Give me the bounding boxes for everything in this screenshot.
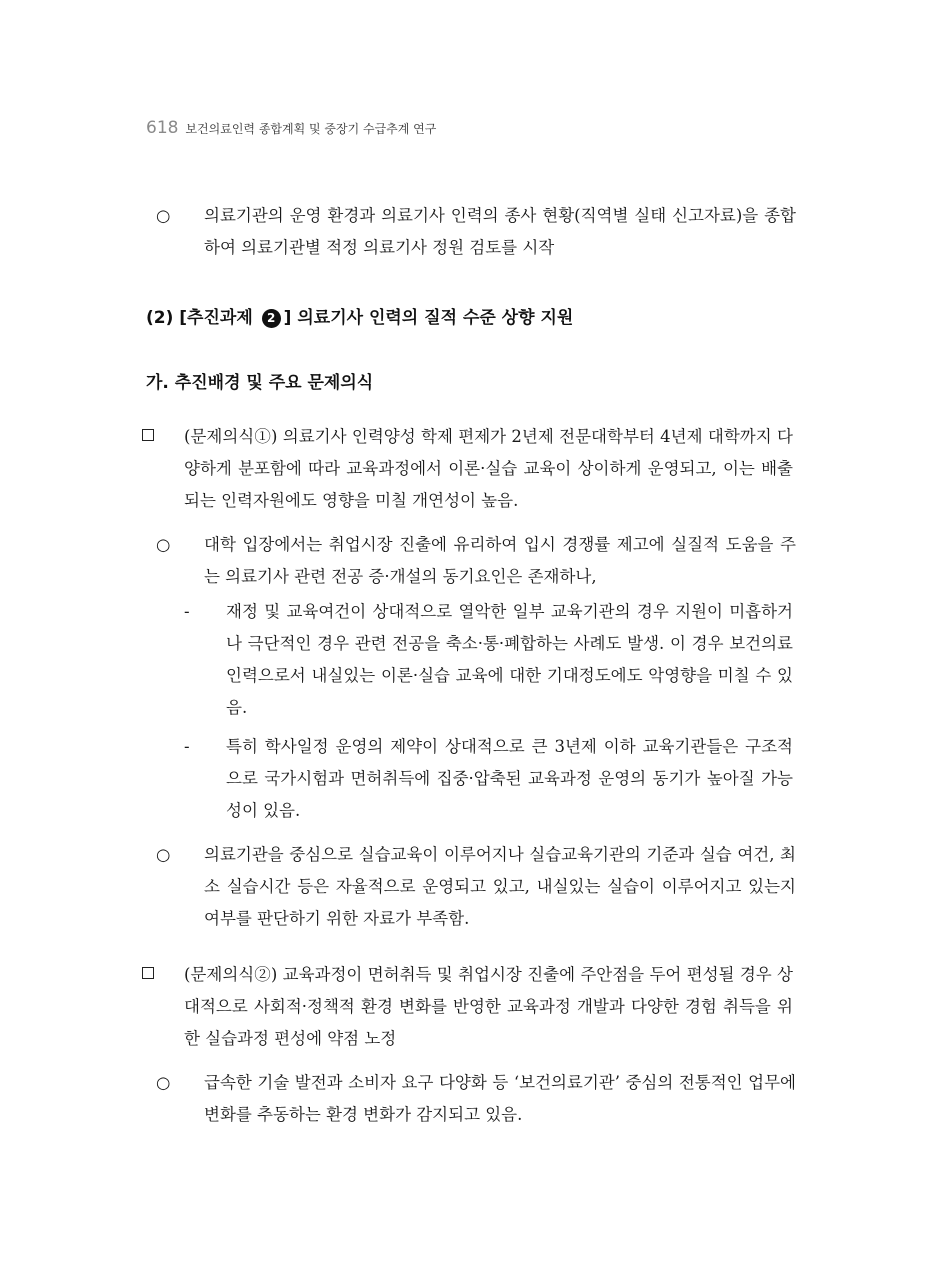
circle-marker: ○ [156, 845, 171, 864]
issue1-bullet [163, 421, 793, 517]
issue1-point2 [156, 839, 796, 935]
issue1-dash2-text: 특히 학사일정 운영의 제약이 상대적으로 큰 3년제 이하 교육기관들은 구조적으로 국가시험과 면허취득에 집중·압축된 교육과정 운영의 동기가 높아질 가능성이 있음. [226, 737, 793, 820]
box-marker [163, 421, 184, 453]
issue1-point1-text: 대학 입장에서는 취업시장 진출에 유리하여 입시 경쟁률 제고에 실질적 도움을 주는 의료기사 관련 전공 증·개설의 동기요인은 존재하나, [204, 535, 796, 586]
issue1-text: (문제의식①) 의료기사 인력양성 학제 편제가 2년제 전문대학부터 4년제 대학까지 다양하게 분포함에 따라 교육과정에서 이론·실습 교육이 상이하게 운영되고, 이는 배출되는 인력자원에도 영향을 미칠 개연성이 높음. [184, 427, 793, 510]
intro-bullet [156, 200, 796, 264]
section-heading-suffix: ] 의료기사 인력의 질적 수준 상향 지원 [283, 308, 574, 328]
issue2-bullet [163, 959, 793, 1055]
section-heading [146, 305, 573, 331]
dash-marker: - [184, 737, 190, 756]
issue1-point1-dash1 [184, 596, 793, 724]
intro-text: 의료기관의 운영 환경과 의료기사 인력의 종사 현황(직역별 실태 신고자료)을 종합하여 의료기관별 적정 의료기사 정원 검토를 시작 [204, 206, 796, 257]
issue1-dash1-text: 재정 및 교육여건이 상대적으로 열악한 일부 교육기관의 경우 지원이 미흡하거나 극단적인 경우 관련 전공을 축소·통·폐합하는 사례도 발생. 이 경우 보건의료인력으로서 내실있는 이론·실습 교육에 대한 기대정도에도 악영향을 미칠 수 있음. [226, 602, 793, 717]
circle-marker: ○ [156, 206, 171, 225]
running-header [146, 118, 436, 142]
box-marker-shape [142, 429, 154, 441]
dash-marker: - [184, 602, 190, 621]
issue1-point1-dash2 [184, 731, 793, 827]
box-marker-shape [142, 967, 154, 979]
issue2-point1 [156, 1067, 796, 1131]
section-heading-prefix: (2) [추진과제 [146, 308, 253, 328]
issue1-point2-text: 의료기관을 중심으로 실습교육이 이루어지나 실습교육기관의 기준과 실습 여건, 최소 실습시간 등은 자율적으로 운영되고 있고, 내실있는 실습이 이루어지고 있는지 여부를 판단하기 위한 자료가 부족함. [204, 845, 796, 928]
circle-marker: ○ [156, 535, 171, 554]
circle-marker: ○ [156, 1073, 171, 1092]
subsection-heading: 가. 추진배경 및 주요 문제의식 [146, 373, 374, 393]
page-number: 618 [146, 118, 179, 138]
issue1-point1 [156, 529, 796, 593]
box-marker [163, 959, 184, 991]
task-number-badge: 2 [262, 309, 281, 328]
running-title: 보건의료인력 종합계획 및 중장기 수급추계 연구 [185, 122, 437, 136]
issue2-text: (문제의식②) 교육과정이 면허취득 및 취업시장 진출에 주안점을 두어 편성될 경우 상대적으로 사회적·정책적 환경 변화를 반영한 교육과정 개발과 다양한 경험 취득을 위한 실습과정 편성에 약점 노정 [184, 965, 793, 1048]
issue2-point1-text: 급속한 기술 발전과 소비자 요구 다양화 등 ‘보건의료기관’ 중심의 전통적인 업무에 변화를 추동하는 환경 변화가 감지되고 있음. [204, 1073, 796, 1124]
